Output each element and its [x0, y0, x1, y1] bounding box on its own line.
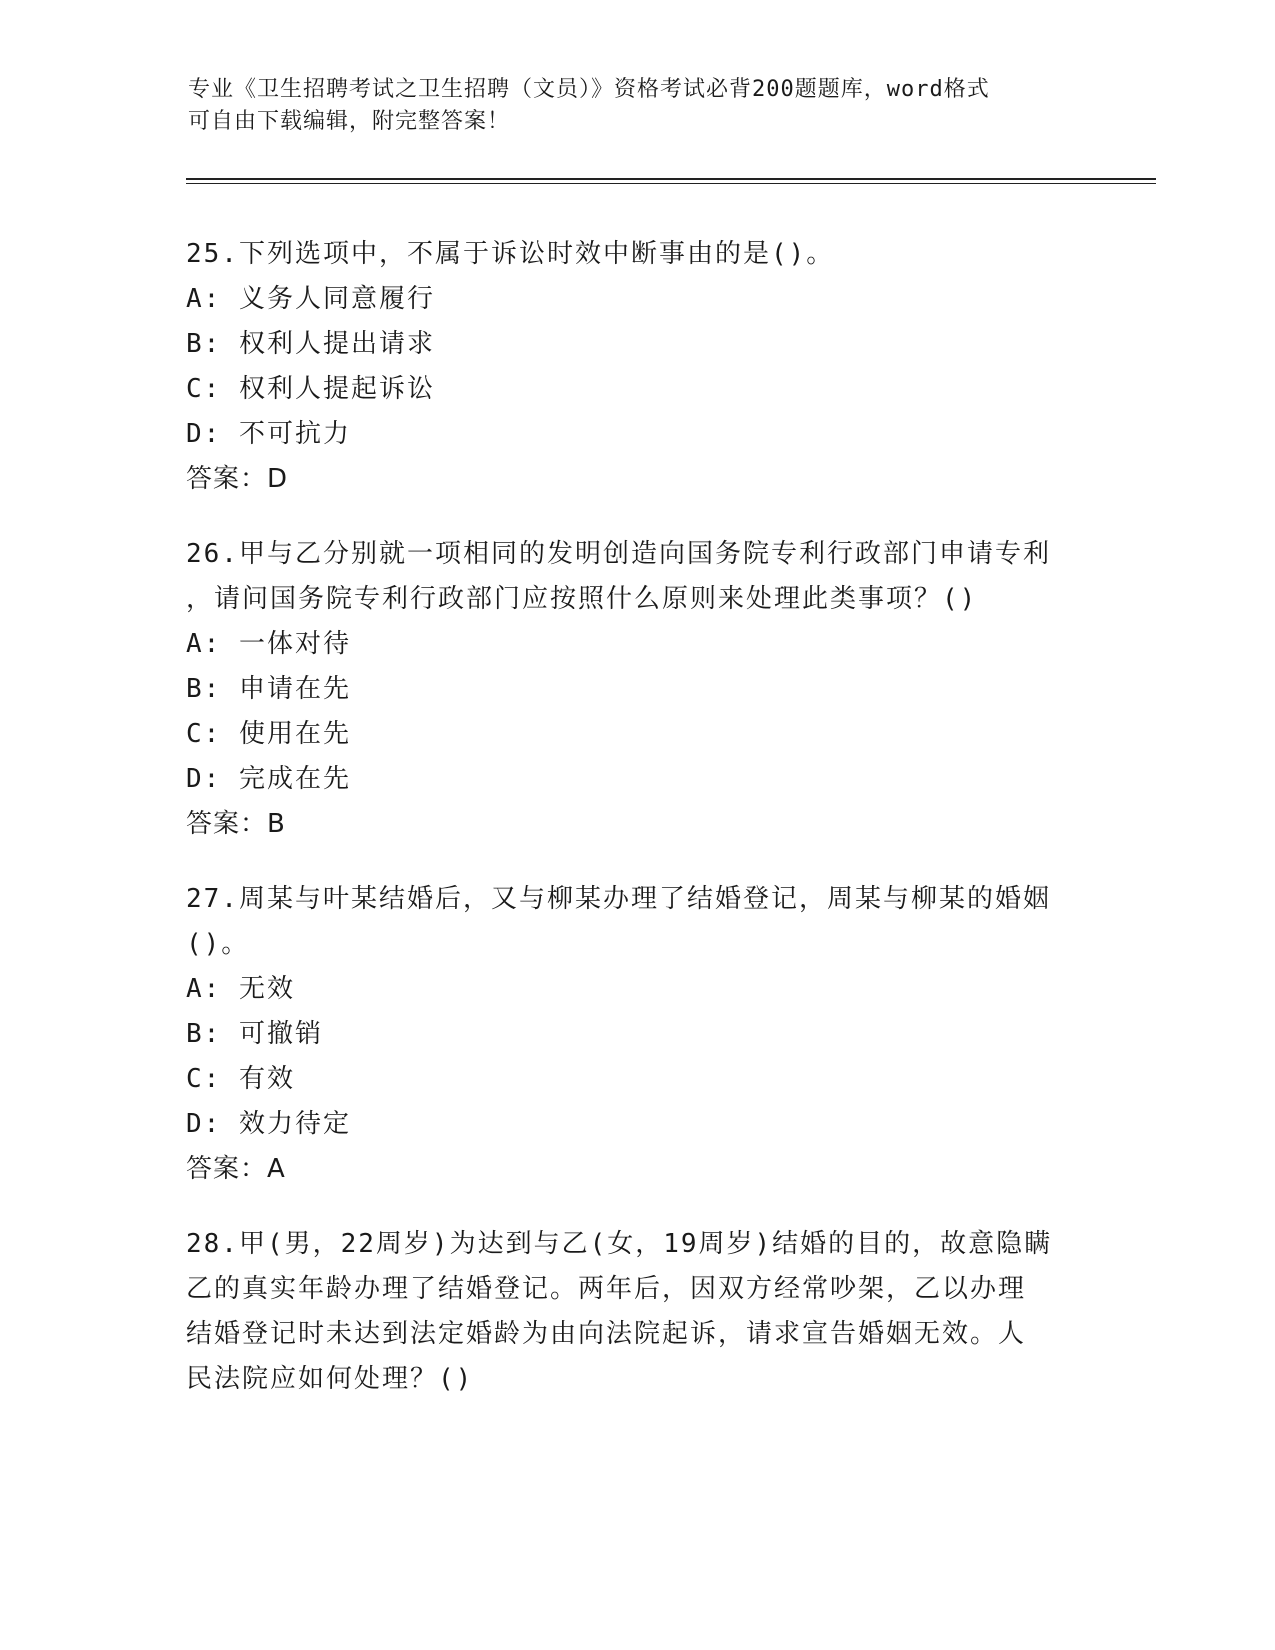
option-c: C: 使用在先 [186, 719, 351, 749]
question-25 [186, 232, 1086, 502]
option-c: C: 权利人提起诉讼 [186, 374, 435, 404]
option-b: B: 申请在先 [186, 674, 351, 704]
question-stem-line-1: 28.甲(男，22周岁)为达到与乙(女，19周岁)结婚的目的，故意隐瞒 [186, 1229, 1053, 1259]
question-stem-line-4: 民法院应如何处理？() [186, 1364, 474, 1394]
question-stem-line-1: 26.甲与乙分别就一项相同的发明创造向国务院专利行政部门申请专利 [186, 539, 1051, 569]
option-d: D: 效力待定 [186, 1109, 351, 1139]
question-26 [186, 532, 1086, 847]
question-stem: 25.下列选项中，不属于诉讼时效中断事由的是()。 [186, 239, 835, 269]
option-d: D: 不可抗力 [186, 419, 351, 449]
question-stem-line-1: 27.周某与叶某结婚后，又与柳某办理了结婚登记，周某与柳某的婚姻 [186, 884, 1051, 914]
answer: 答案：D [186, 464, 289, 494]
answer: 答案：A [186, 1154, 286, 1184]
header-line-2: 可自由下载编辑，附完整答案！ [188, 109, 511, 134]
option-b: B: 权利人提出请求 [186, 329, 435, 359]
question-stem-line-3: 结婚登记时未达到法定婚龄为由向法院起诉，请求宣告婚姻无效。人 [186, 1319, 1027, 1349]
option-a: A: 义务人同意履行 [186, 284, 435, 314]
answer: 答案：B [186, 809, 286, 839]
header-divider-thick [186, 178, 1156, 180]
question-stem-line-2: 乙的真实年龄办理了结婚登记。两年后，因双方经常吵架，乙以办理 [186, 1274, 1027, 1304]
option-a: A: 无效 [186, 974, 295, 1004]
header-divider-thin [186, 183, 1156, 184]
option-c: C: 有效 [186, 1064, 295, 1094]
option-b: B: 可撤销 [186, 1019, 323, 1049]
option-d: D: 完成在先 [186, 764, 351, 794]
question-list [186, 232, 1086, 1432]
document-header [188, 74, 1088, 138]
question-27 [186, 877, 1086, 1192]
header-line-1: 专业《卫生招聘考试之卫生招聘（文员）》资格考试必背200题题库，word格式 [188, 77, 990, 102]
question-stem-line-2: ，请问国务院专利行政部门应按照什么原则来处理此类事项？() [186, 584, 978, 614]
question-stem-line-2: ()。 [186, 929, 250, 959]
option-a: A: 一体对待 [186, 629, 351, 659]
question-28 [186, 1222, 1086, 1402]
